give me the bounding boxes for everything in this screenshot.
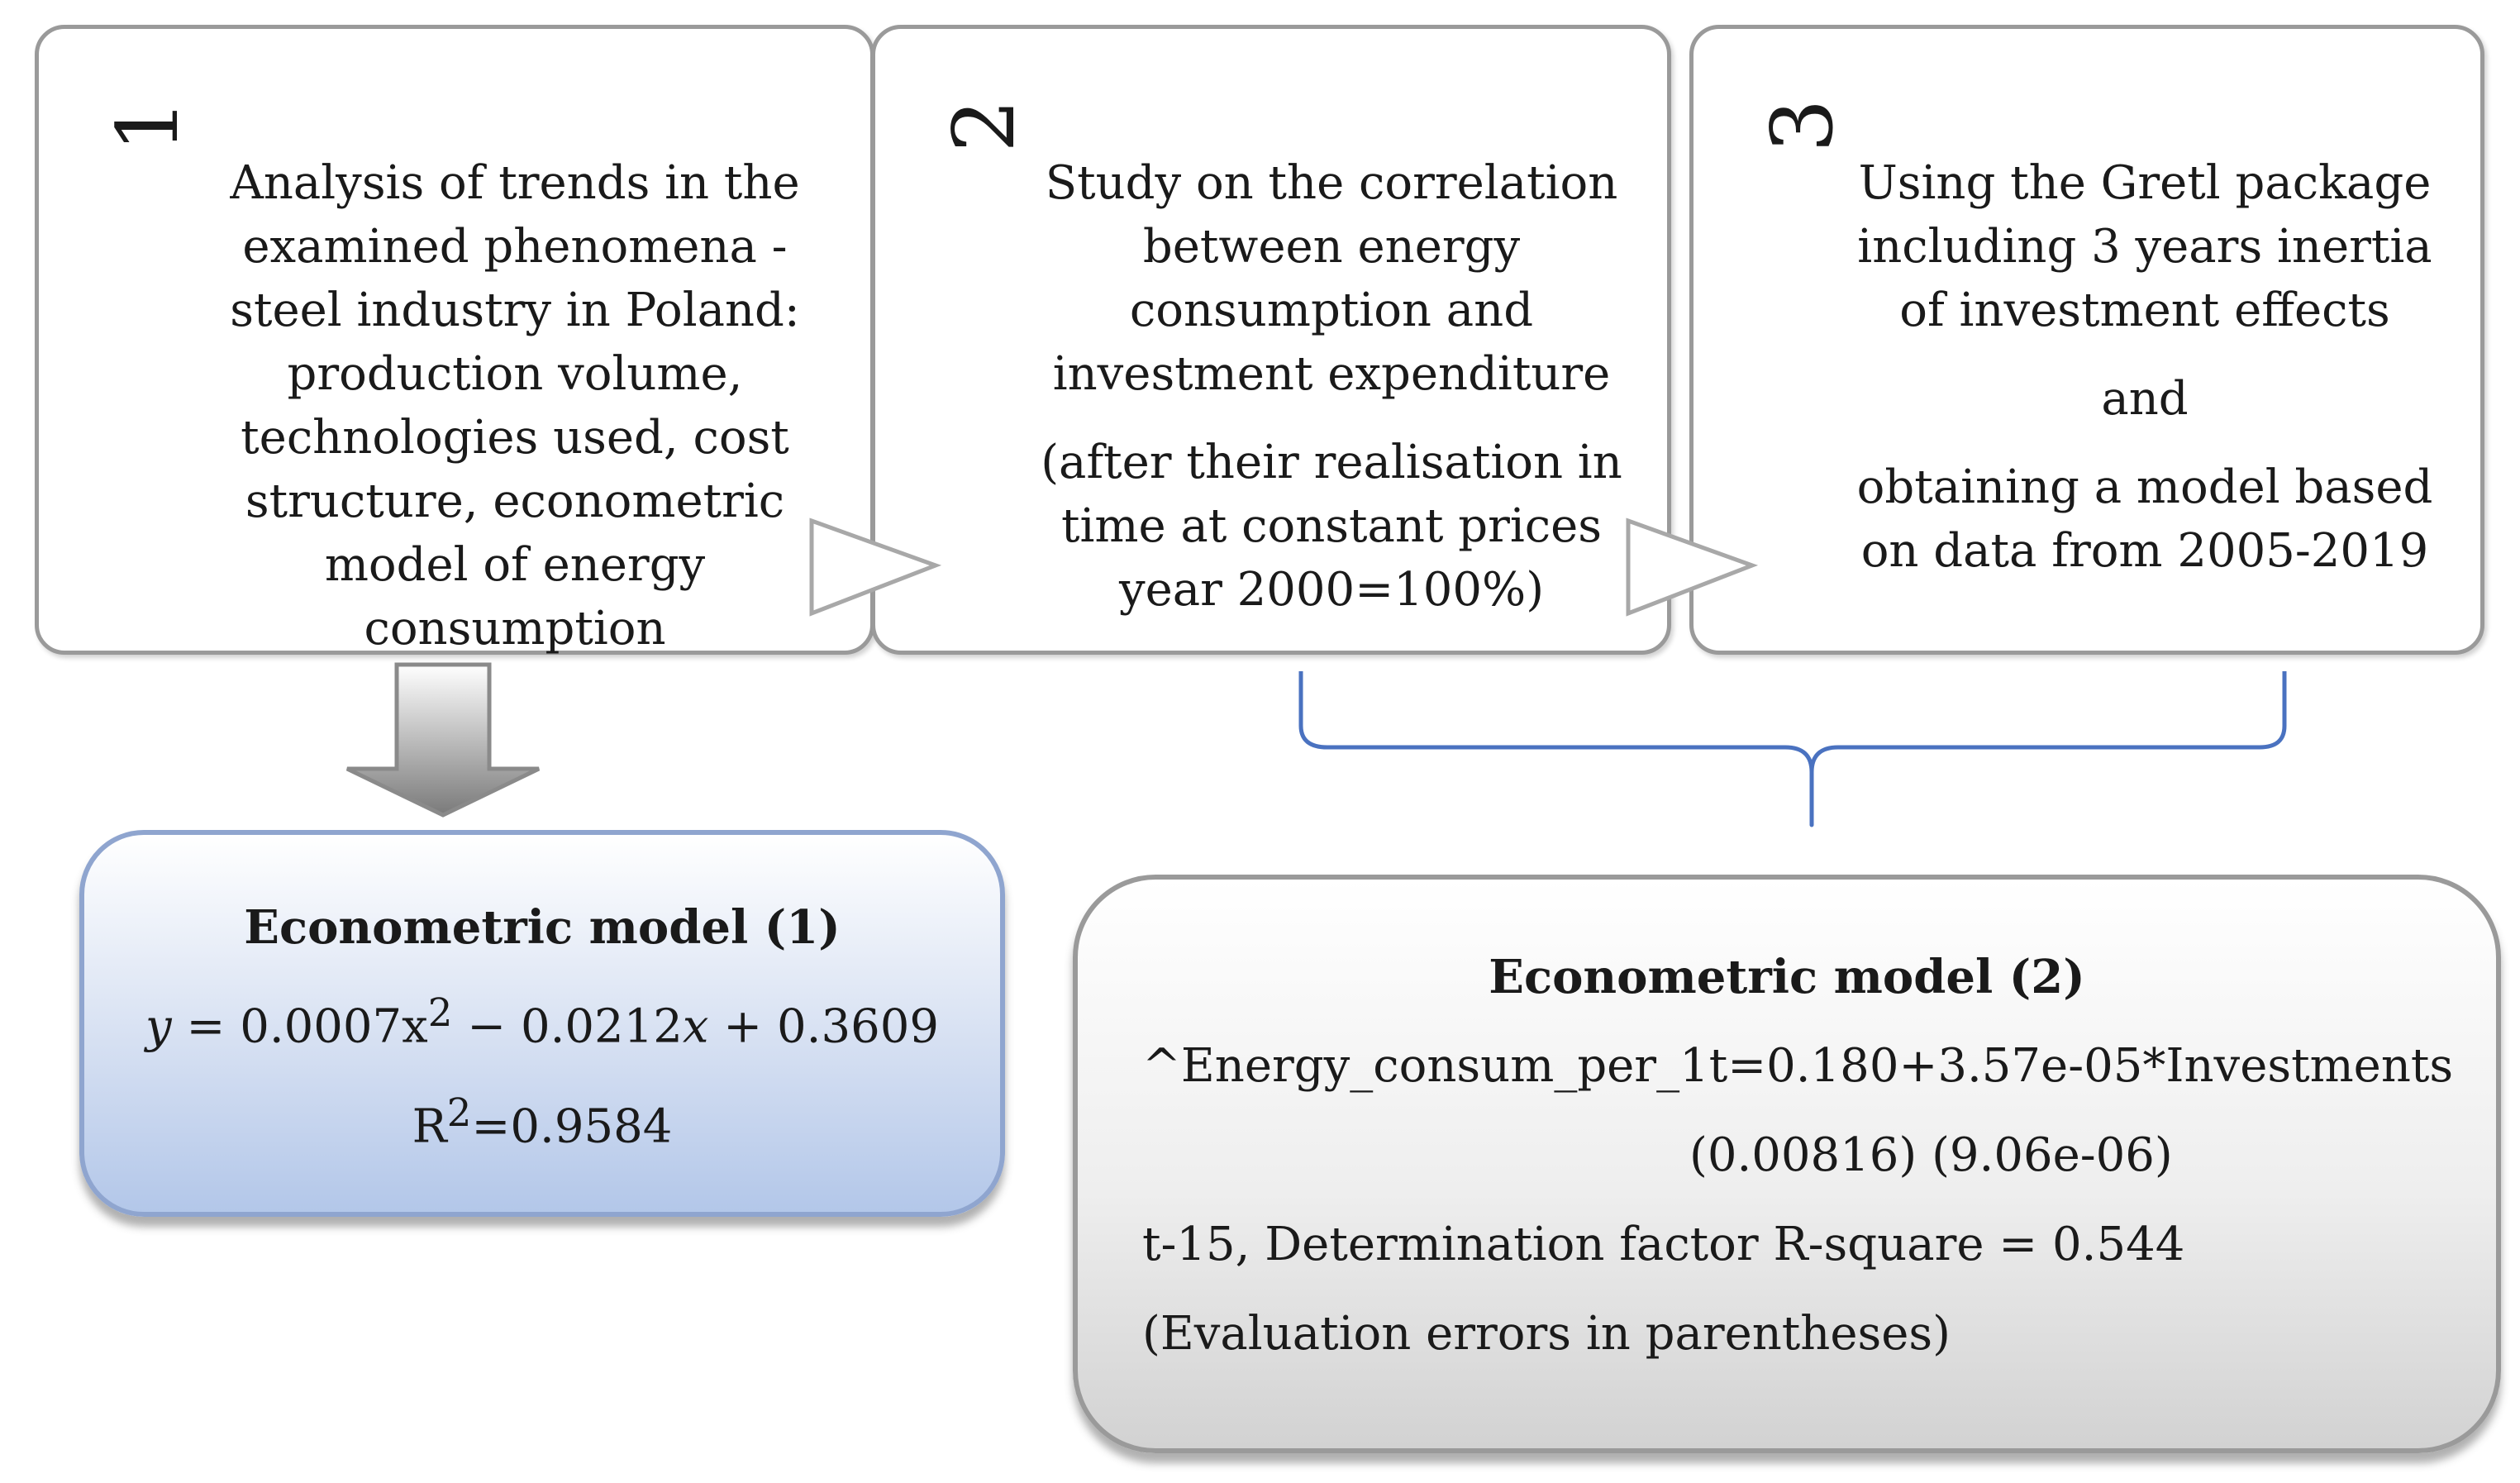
step-3-paragraph: obtaining a model based on data from 2005-2019	[1856, 460, 2433, 578]
model-2-stats: t-15, Determination factor R-square = 0.544	[1142, 1218, 2185, 1271]
equation-part: + 0.3609	[708, 999, 939, 1054]
step-number-3: 3	[1754, 98, 1852, 153]
model-2-errors: (0.00816) (9.06e-06)	[1689, 1128, 2173, 1182]
equation-x: x	[682, 999, 709, 1054]
model-2-title: Econometric model (2)	[1489, 950, 2085, 1004]
step-number-2: 2	[936, 98, 1034, 153]
step-2-paragraph: (after their realisation in time at constant prices year 2000=100%)	[1041, 436, 1622, 617]
econometric-model-2-box	[1073, 875, 2501, 1453]
r2-exponent: 2	[446, 1090, 472, 1136]
model-2-equation: ^Energy_consum_per_1t=0.180+3.57e-05*Investments	[1142, 1039, 2454, 1093]
step-1-paragraph: Analysis of trends in the examined phenomena - steel industry in Poland: production volume, technologies used, cost structure, econometric model of energy consumption	[230, 156, 800, 656]
equation-exponent: 2	[427, 991, 453, 1036]
model-1-title: Econometric model (1)	[244, 900, 841, 955]
model-2-note: (Evaluation errors in parentheses)	[1142, 1307, 1951, 1361]
r2-label: R	[412, 1099, 447, 1154]
step-number-1: 1	[99, 98, 198, 153]
right-arrow-icon	[812, 521, 936, 613]
curly-brace-icon	[1301, 671, 2284, 825]
down-arrow-icon	[347, 665, 539, 815]
model-1-equation	[84, 987, 1000, 1054]
model-1-r-squared	[84, 1087, 1000, 1154]
right-arrow-icon	[1628, 521, 1752, 613]
equation-part: − 0.0212	[452, 999, 683, 1054]
equation-y: y	[145, 999, 172, 1054]
equation-part: = 0.0007x	[171, 999, 428, 1054]
step-2-paragraph: Study on the correlation between energy consumption and investment expenditure	[1045, 156, 1618, 401]
step-3-paragraph: and	[2101, 372, 2189, 426]
step-3-paragraph: Using the Gretl package including 3 years inertia of investment effects	[1857, 156, 2432, 337]
econometric-model-1-box	[79, 830, 1005, 1217]
r2-value: =0.9584	[471, 1099, 673, 1154]
